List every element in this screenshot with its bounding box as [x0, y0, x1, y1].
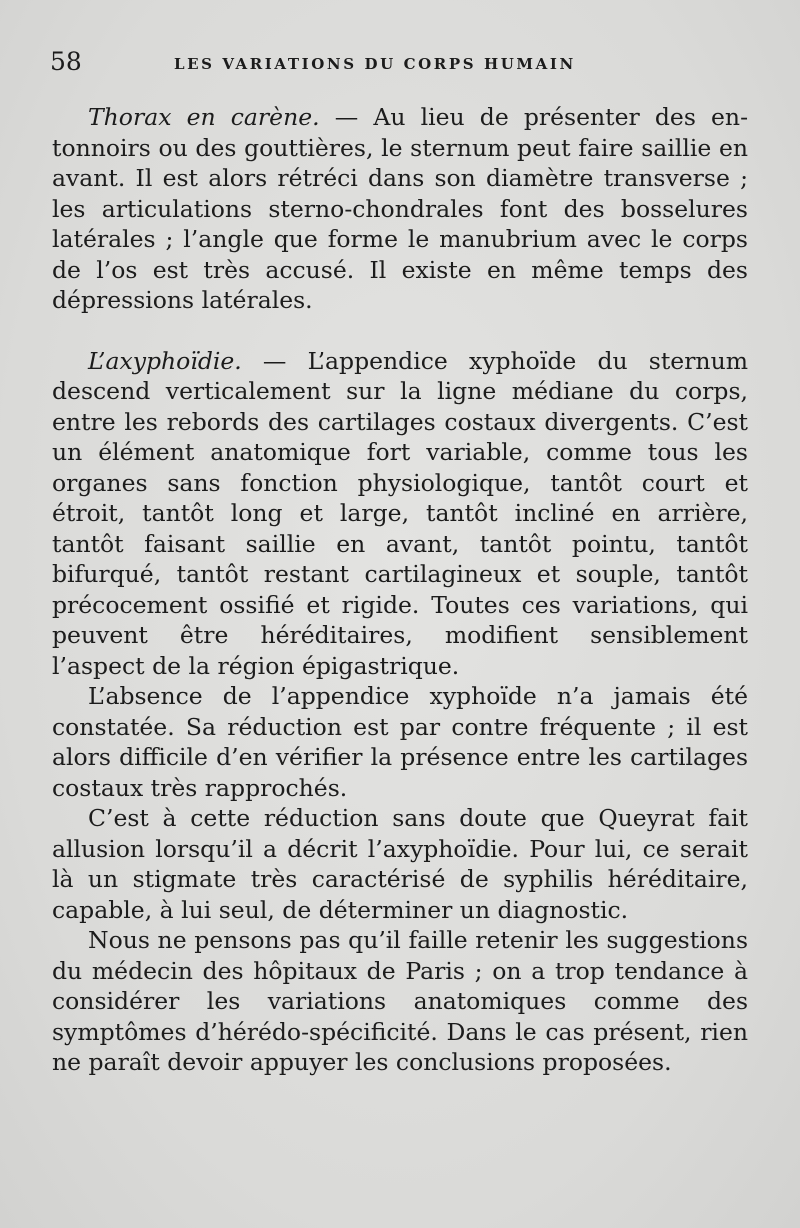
paragraph-axyphoidie [52, 346, 748, 682]
page-header [50, 44, 750, 80]
paragraph-absence [52, 681, 748, 803]
paragraph-queyrat [52, 803, 748, 925]
paragraph-text: L’absence de l’appendice xyphoïde n’a jamais été constatée. Sa réduction est par contre fréquente ; il est alors difficile d’en vérifier la présence entre les cartilages costaux très rapprochés. [52, 682, 748, 802]
page-number: 58 [50, 47, 82, 76]
paragraph-text: — Au lieu de présenter des entonnoirs ou des gouttières, le sternum peut faire saillie en avant. Il est alors rétréci dans son diamètre transverse ; les articulations sterno-chondrales font des bosselures latérales ; l’angle que forme le manubrium avec le corps de l’os est très accusé. Il existe en même temps des dépressions latérales. [52, 103, 749, 314]
paragraph-lead: L’axyphoïdie. [88, 346, 242, 375]
paragraph-lead: Thorax en carène. [88, 103, 320, 131]
paragraph-text: C’est à cette réduction sans doute que Queyrat fait allusion lorsqu’il a décrit l’axyphoïdie. Pour lui, ce serait là un stigmate très caractérisé de syphilis héréditaire, capable, à lui seul, de déterminer un diagnostic. [52, 804, 748, 924]
running-title: LES VARIATIONS DU CORPS HUMAIN [174, 55, 576, 73]
paragraph-text: Nous ne pensons pas qu’il faille retenir les suggestions du médecin des hôpitaux de Paris ; on a trop tendance à considérer les variations anatomiques comme des symptômes d’hérédo-spécificité. Dans le cas présent, rien ne paraît devoir appuyer les conclusions proposées. [52, 926, 748, 1076]
paragraph-thorax-en-carene [52, 102, 748, 316]
body-text [52, 102, 748, 1078]
paragraph-conclusion [52, 925, 748, 1078]
paragraph-text: — L’appendice xyphoïde du sternum descend verticalement sur la ligne médiane du corps, entre les rebords des cartilages costaux divergents. C’est un élément anatomique fort variable, comme tous les organes sans fonction physiologique, tantôt court et étroit, tantôt long et large, tantôt incliné en arrière, tantôt faisant saillie en avant, tantôt pointu, tantôt bifurqué, tantôt restant cartilagineux et souple, tantôt précocement ossifié et rigide. Toutes ces variations, qui peuvent être héréditaires, modifient sensiblement l’aspect de la région épigastrique. [52, 346, 748, 680]
